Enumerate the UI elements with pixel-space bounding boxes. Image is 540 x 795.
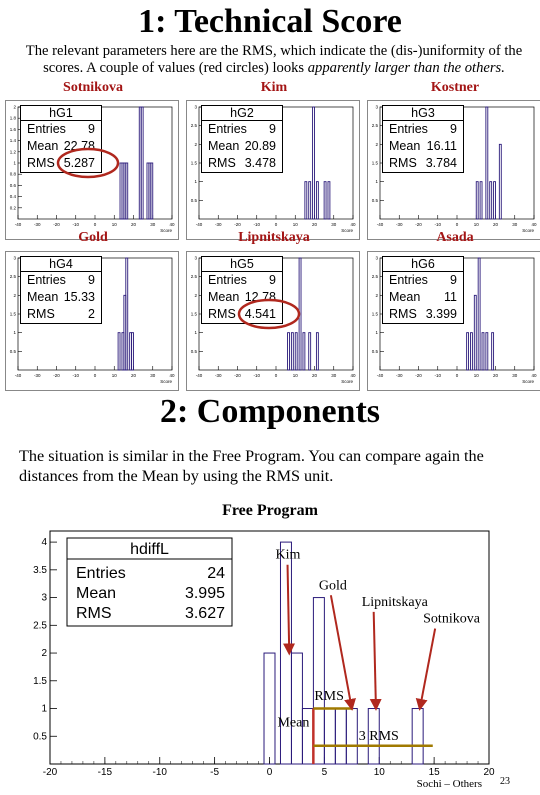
- stats-box: [382, 105, 464, 173]
- x-tick-label: -10: [152, 767, 167, 778]
- histogram-bar: [482, 333, 484, 370]
- x-tick-label: -20: [53, 373, 60, 378]
- y-tick-label: 0.5: [190, 348, 197, 354]
- annotation-arrow: [374, 612, 376, 709]
- x-tick-label: 30: [331, 373, 337, 378]
- histogram-bar: [305, 182, 307, 219]
- x-tick-label: 10: [473, 373, 479, 378]
- stats-mean: Mean 15.33: [27, 290, 95, 304]
- histogram-bin: [335, 709, 346, 764]
- x-tick-label: -20: [42, 767, 58, 778]
- histogram-bar: [316, 182, 318, 219]
- x-tick-label: -20: [234, 222, 241, 227]
- y-tick-label: 2.5: [371, 274, 378, 280]
- x-tick-label: -10: [253, 373, 261, 378]
- x-tick-label: -20: [234, 373, 241, 378]
- stats-mean: Mean 16.11: [389, 139, 457, 153]
- x-tick-label: 20: [492, 373, 499, 378]
- histogram-bar: [467, 333, 469, 370]
- y-tick-label: 2.5: [190, 123, 197, 129]
- x-tick-label: -10: [72, 373, 80, 378]
- y-tick-label: 1.8: [9, 115, 16, 121]
- annotation-label: Sotnikova: [423, 611, 480, 627]
- stats-entries: Entries 9: [27, 273, 95, 287]
- stats-mean: Mean 11: [389, 290, 457, 304]
- histogram-panel: [186, 251, 360, 391]
- y-tick-label: 3.5: [33, 564, 47, 576]
- x-tick-label: 30: [150, 373, 156, 378]
- y-tick-label: 1.2: [9, 149, 16, 155]
- x-tick-label: 20: [311, 222, 318, 227]
- section2-title: 2: Components: [159, 393, 381, 430]
- x-tick-label: 40: [531, 373, 537, 378]
- page-number: 23: [500, 776, 510, 787]
- y-tick-label: 2.5: [190, 274, 197, 280]
- x-tick-label: 20: [492, 222, 499, 227]
- histogram-panel: [367, 100, 540, 240]
- x-tick-label: 5: [321, 767, 328, 778]
- stats-entries: Entries 9: [208, 122, 276, 136]
- x-tick-label: -30: [33, 373, 41, 378]
- x-tick-label: 30: [512, 373, 518, 378]
- histogram-bar: [313, 107, 315, 219]
- y-tick-label: 1.5: [9, 311, 16, 317]
- histogram-bin: [412, 709, 423, 764]
- stats-value: 24: [207, 565, 225, 582]
- section1-text-italic: apparently larger than the others.: [307, 60, 505, 76]
- x-tick-label: -40: [195, 373, 203, 378]
- x-tick-label: 20: [130, 222, 137, 227]
- x-tick-label: -10: [434, 373, 442, 378]
- stats-mean: Mean 12.78: [208, 290, 276, 304]
- x-tick-label: -10: [434, 222, 442, 227]
- y-tick-label: 0.8: [9, 171, 16, 177]
- axis-title: Score: [522, 228, 534, 233]
- x-tick-label: -30: [395, 373, 403, 378]
- x-tick-label: 0: [274, 373, 278, 378]
- x-tick-label: 40: [531, 222, 537, 227]
- stats-mean: Mean 20.89: [208, 139, 276, 153]
- panel-label: Lipnitskaya: [238, 230, 310, 245]
- stats-entries: Entries 9: [389, 273, 457, 287]
- y-tick-label: 3: [194, 255, 197, 261]
- histogram-bar: [490, 182, 492, 219]
- y-tick-label: 1.5: [371, 311, 378, 317]
- stats-rms: RMS 2: [27, 307, 95, 321]
- panel-label: Kim: [260, 80, 288, 95]
- free-program-svg: [18, 527, 508, 789]
- stats-mean: Mean 22.78: [27, 139, 95, 153]
- x-tick-label: 0: [266, 767, 273, 778]
- annotation-arrow: [420, 629, 435, 709]
- x-tick-label: -20: [415, 222, 422, 227]
- y-tick-label: 1: [41, 703, 47, 715]
- x-tick-label: -30: [214, 222, 222, 227]
- y-tick-label: 3: [41, 592, 47, 604]
- stats-box: [201, 105, 283, 173]
- histogram-bar: [478, 258, 480, 370]
- y-tick-label: 2: [194, 141, 197, 147]
- x-tick-label: -40: [376, 373, 384, 378]
- stats-label: RMS: [76, 605, 112, 622]
- y-tick-label: 1.4: [9, 138, 16, 144]
- histogram-bin: [291, 653, 302, 764]
- axis-title: Score: [160, 379, 172, 384]
- histogram-bar: [118, 333, 120, 370]
- y-tick-label: 0.2: [9, 205, 16, 211]
- histogram-bar: [494, 182, 496, 219]
- stats-rms: RMS 5.287: [27, 156, 95, 170]
- x-tick-label: -30: [33, 222, 41, 227]
- x-tick-label: 30: [150, 222, 156, 227]
- y-tick-label: 0.6: [9, 182, 16, 188]
- x-tick-label: 40: [169, 222, 175, 227]
- y-tick-label: 0.5: [371, 197, 378, 203]
- stats-rms: RMS 3.784: [389, 156, 457, 170]
- annotation-label: Kim: [275, 547, 301, 563]
- x-tick-label: -5: [210, 767, 220, 778]
- y-tick-label: 1: [13, 330, 16, 336]
- histogram-bar: [492, 333, 494, 370]
- free-program-title: Free Program: [222, 502, 318, 519]
- x-tick-label: 30: [512, 222, 518, 227]
- x-tick-label: 15: [428, 767, 440, 778]
- stats-label: Entries: [76, 565, 126, 582]
- stats-label: Mean: [76, 585, 117, 602]
- y-tick-label: 1: [194, 330, 197, 336]
- section2-text: The situation is similar in the Free Program. You can compare again the distances from the Mean by using the RMS unit.: [19, 447, 484, 485]
- x-tick-label: -40: [195, 222, 203, 227]
- y-tick-label: 1.5: [371, 160, 378, 166]
- stats-name: hG3: [383, 106, 463, 121]
- stats-rms: RMS 4.541: [208, 307, 276, 321]
- y-tick-label: 3: [194, 104, 197, 110]
- x-tick-label: 10: [473, 222, 479, 227]
- histogram-bin: [313, 598, 324, 764]
- x-tick-label: 20: [130, 373, 137, 378]
- axis-title: Score: [341, 379, 353, 384]
- highlight-circle: [58, 149, 118, 177]
- x-tick-label: 20: [483, 767, 495, 778]
- y-tick-label: 1.5: [190, 311, 197, 317]
- x-tick-label: -10: [72, 222, 80, 227]
- y-tick-label: 2: [13, 104, 16, 110]
- y-tick-label: 1.5: [190, 160, 197, 166]
- section1-text-main: The relevant parameters here are the RMS, which indicate the (dis-)uniformity of the scores. A couple of values (red circles) looks: [25, 43, 523, 76]
- histogram-bar: [480, 182, 482, 219]
- panel-label: Kostner: [430, 80, 480, 95]
- section1-text: [19, 43, 529, 77]
- y-tick-label: 2.5: [371, 123, 378, 129]
- panel-label: Gold: [78, 230, 108, 245]
- x-tick-label: 20: [311, 373, 318, 378]
- x-tick-label: -30: [214, 373, 222, 378]
- histogram-bar: [126, 258, 128, 370]
- histogram-bar: [486, 333, 488, 370]
- x-tick-label: 10: [111, 373, 117, 378]
- x-tick-label: 40: [350, 222, 356, 227]
- stats-rms: RMS 3.478: [208, 156, 276, 170]
- histogram-panel: [186, 100, 360, 240]
- x-tick-label: 10: [111, 222, 117, 227]
- histogram-bar: [476, 182, 478, 219]
- y-tick-label: 0.5: [9, 348, 16, 354]
- x-tick-label: -15: [97, 767, 113, 778]
- axis-title: Score: [522, 379, 534, 384]
- mean-label: Mean: [277, 715, 310, 731]
- y-tick-label: 0.5: [190, 197, 197, 203]
- y-tick-label: 3: [375, 104, 378, 110]
- x-tick-label: 10: [292, 222, 298, 227]
- highlight-overlay: [6, 101, 178, 239]
- stats-name: hG2: [202, 106, 282, 121]
- annotation-arrow: [288, 565, 290, 653]
- x-axis-label: Sochi – Others: [416, 778, 482, 789]
- x-tick-label: 0: [93, 373, 97, 378]
- section1-title: 1: Technical Score: [138, 3, 402, 40]
- histogram-bar: [486, 107, 488, 219]
- histogram-panel: [367, 251, 540, 391]
- x-tick-label: 10: [292, 373, 298, 378]
- y-tick-label: 1: [375, 179, 378, 185]
- y-tick-label: 2.5: [33, 620, 47, 632]
- stats-box: [382, 256, 464, 324]
- x-tick-label: -40: [14, 373, 22, 378]
- histogram-bar: [474, 295, 476, 370]
- y-tick-label: 1: [13, 160, 16, 166]
- y-tick-label: 3: [13, 255, 16, 261]
- panel-label: Sotnikova: [63, 80, 123, 95]
- stats-name: hdiffL: [130, 541, 169, 558]
- x-tick-label: -20: [53, 222, 60, 227]
- stats-name: hG5: [202, 257, 282, 272]
- y-tick-label: 2: [13, 292, 16, 298]
- histogram-panel: [5, 100, 179, 240]
- stats-value: 3.627: [184, 605, 225, 622]
- axis-title: Score: [160, 228, 172, 233]
- annotation-label: Lipnitskaya: [361, 594, 428, 610]
- y-tick-label: 4: [41, 537, 47, 549]
- three-rms-label: 3 RMS: [358, 729, 399, 745]
- x-tick-label: 40: [350, 373, 356, 378]
- histogram-bar: [324, 182, 326, 219]
- histogram-bin: [264, 653, 275, 764]
- stats-entries: Entries 9: [208, 273, 276, 287]
- y-tick-label: 1: [194, 179, 197, 185]
- rms-label: RMS: [314, 689, 344, 705]
- x-tick-label: -10: [253, 222, 261, 227]
- x-tick-label: 0: [274, 222, 278, 227]
- histogram-panel: [5, 251, 179, 391]
- axis-title: Score: [341, 228, 353, 233]
- x-tick-label: -20: [415, 373, 422, 378]
- stats-value: 3.995: [184, 585, 225, 602]
- x-tick-label: 40: [169, 373, 175, 378]
- y-tick-label: 2: [375, 292, 378, 298]
- x-tick-label: 0: [93, 222, 97, 227]
- x-tick-label: 0: [455, 373, 459, 378]
- free-program-chart: [18, 527, 508, 794]
- y-tick-label: 2.5: [9, 274, 16, 280]
- x-tick-label: 30: [331, 222, 337, 227]
- y-tick-label: 1.6: [9, 126, 16, 132]
- y-tick-label: 2: [375, 141, 378, 147]
- stats-name: hG6: [383, 257, 463, 272]
- stats-name: hG4: [21, 257, 101, 272]
- histogram-bar: [132, 333, 134, 370]
- y-tick-label: 3: [375, 255, 378, 261]
- histogram-bin: [346, 709, 357, 764]
- y-tick-label: 0.5: [371, 348, 378, 354]
- x-tick-label: -40: [14, 222, 22, 227]
- stats-entries: Entries 9: [389, 122, 457, 136]
- x-tick-label: -40: [376, 222, 384, 227]
- y-tick-label: 0.4: [9, 194, 16, 200]
- y-tick-label: 1: [375, 330, 378, 336]
- x-tick-label: 10: [373, 767, 385, 778]
- y-tick-label: 0.5: [33, 731, 47, 743]
- x-tick-label: 0: [455, 222, 459, 227]
- y-tick-label: 1.5: [33, 675, 47, 687]
- histogram-bar: [499, 144, 501, 219]
- highlight-overlay: [187, 252, 359, 390]
- stats-rms: RMS 3.399: [389, 307, 457, 321]
- y-tick-label: 2: [41, 648, 47, 660]
- annotation-label: Gold: [318, 578, 347, 594]
- panel-label: Asada: [436, 230, 474, 245]
- histogram-bin: [324, 709, 335, 764]
- histogram-bar: [470, 333, 472, 370]
- histogram-bin: [280, 542, 291, 764]
- stats-box: [20, 256, 102, 324]
- stats-name: hG1: [21, 106, 101, 121]
- histogram-bar: [328, 182, 330, 219]
- stats-entries: Entries 9: [27, 122, 95, 136]
- x-tick-label: -30: [395, 222, 403, 227]
- highlight-circle: [239, 300, 299, 328]
- histogram-bar: [309, 182, 311, 219]
- y-tick-label: 2: [194, 292, 197, 298]
